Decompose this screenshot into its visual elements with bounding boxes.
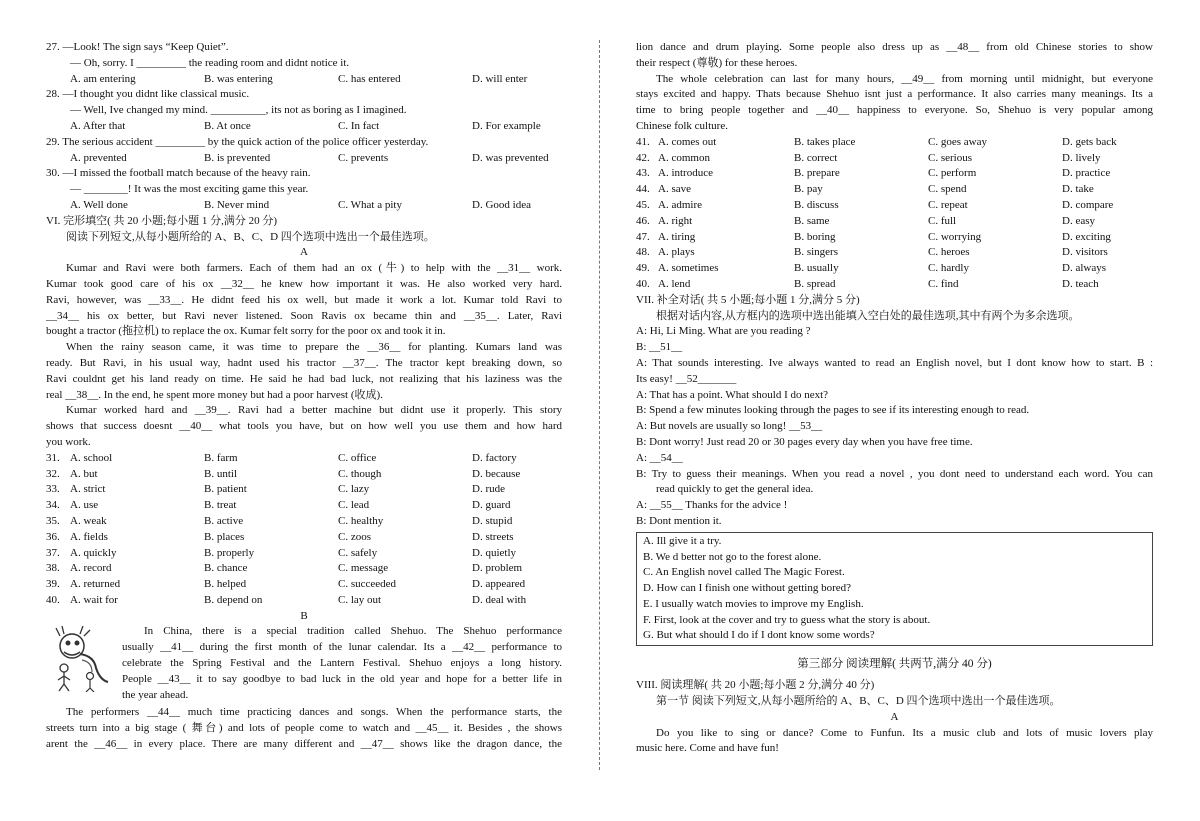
option: D. deal with — [472, 593, 527, 606]
passage-line: People __43__ it to say goodbye to bad luck in the old year and hope for a better life in — [122, 672, 562, 685]
option: C. spend — [928, 183, 967, 196]
passage-line: celebrate the Spring Festival and the Lantern Festival. Shehuo enjoys a long history. — [122, 657, 562, 670]
options-row — [46, 72, 562, 88]
passage-line: their respect (尊敬) for these heroes. — [636, 56, 798, 69]
options-row — [46, 561, 562, 577]
passage-line: Do you like to sing or dance? Come to Funfun. Its a music club and lots of music lovers play — [656, 726, 1153, 739]
option: C. prevents — [338, 151, 389, 164]
dialogue-line: B: __51__ — [636, 341, 683, 354]
question-30 — [46, 166, 562, 213]
option: A. use — [70, 499, 99, 512]
option: D. stupid — [472, 514, 513, 527]
option: A. strict — [70, 483, 106, 496]
option: D. gets back — [1062, 135, 1117, 148]
option: A. school — [70, 451, 113, 464]
option: C. lead — [338, 499, 370, 512]
question-28 — [46, 87, 562, 134]
option: C. find — [928, 277, 959, 290]
dialogue-line: B: Dont mention it. — [636, 514, 722, 527]
passage-line: usually __41__ during the first month of the lunar calendar. Its a __42__ performance to — [122, 641, 562, 654]
passage-line: Ravi, however, was __33__. He didnt feed his ox well, but made it work a lot. Kumar told Ravi to — [46, 293, 562, 306]
passage-line: shows that success doesnt __40__ what tools you have, but on how well you use them and how hard — [46, 420, 562, 433]
passage-line: The whole celebration can last for many hours, __49__ from morning until midnight, but everyone — [656, 72, 1153, 85]
option: C. In fact — [338, 119, 380, 132]
options-row — [636, 230, 1153, 246]
options-row — [46, 530, 562, 546]
option: A. right — [658, 214, 693, 227]
cloze-a-options — [46, 451, 562, 609]
option: B. pay — [794, 183, 823, 196]
passage-line: lion dance and drum playing. Some people also dress up as __48__ from old Chinese stories to show — [636, 41, 1153, 53]
option: B. active — [204, 514, 244, 527]
right-column — [636, 40, 1153, 757]
passage-line: music here. Come and have fun! — [636, 742, 779, 755]
question-number: 44. — [636, 183, 650, 196]
option: D. lively — [1062, 151, 1101, 164]
option: A. record — [70, 562, 112, 575]
question-number: 33. — [46, 483, 60, 496]
options-row — [636, 182, 1153, 198]
question-text: 28. —I thought you didnt like classical music. — [46, 88, 250, 101]
option: C. succeeded — [338, 578, 397, 591]
option: A. weak — [70, 514, 107, 527]
passage-line: streets turn into a big stage ( 舞台) and lots of people come to watch and __45__ it. Besides , the shows — [46, 722, 562, 735]
passage-line: The performers __44__ much time practicing dances and songs. When the performance starts, the — [66, 706, 562, 719]
option: B. At once — [204, 119, 251, 132]
question-text: 27. —Look! The sign says “Keep Quiet”. — [46, 41, 229, 53]
option: A. save — [658, 183, 691, 196]
options-row — [636, 245, 1153, 261]
section-title: VII. 补全对话( 共 5 小题;每小题 1 分,满分 5 分) — [636, 293, 860, 306]
question-number: 48. — [636, 246, 650, 259]
dialogue-line: A: That sounds interesting. Ive always wanted to read an English novel, but I dont know how to start. B : — [636, 356, 1153, 369]
option: C. has entered — [338, 72, 401, 85]
dialogue-line: A: But novels are usually so long! __53__ — [636, 420, 823, 433]
dialogue-line: A: __55__ Thanks for the advice ! — [636, 499, 788, 512]
question-number: 47. — [636, 230, 650, 243]
options-row — [636, 261, 1153, 277]
dialogue-line: B: Try to guess their meanings. When you read a novel , you dont need to understand each word. You can — [636, 467, 1153, 480]
option: D. visitors — [1062, 246, 1108, 259]
passage-line: time to bring people together and __40__ happiness to everyone. So, Shehuo is very popular among — [636, 104, 1153, 117]
answer-options-box — [636, 532, 1153, 647]
option: B. takes place — [794, 135, 856, 148]
option: C. serious — [928, 151, 972, 164]
option: D. teach — [1062, 277, 1099, 290]
option: A. tiring — [658, 230, 696, 243]
option: A. plays — [658, 246, 695, 259]
option: C. zoos — [338, 530, 371, 543]
option: A. sometimes — [658, 262, 719, 275]
options-row — [46, 151, 562, 167]
option: A. admire — [658, 198, 702, 211]
passage-line: __34__ his ox better, but Ravi never listened. Soon Ravis ox became thin and __35__. Later, Ravi — [46, 309, 562, 322]
options-row — [46, 119, 562, 135]
option: A. After that — [70, 119, 126, 132]
passage-line: Ravi couldnt get his land ready on time. He said he had bad luck, not realizing that his laziness was the — [46, 372, 562, 385]
option: B. properly — [204, 546, 255, 559]
options-row — [636, 214, 1153, 230]
question-number: 35. — [46, 514, 60, 527]
question-number: 40. — [46, 593, 60, 606]
box-option: B. We d better not go to the forest alone. — [643, 550, 822, 563]
passage-label: A — [890, 710, 899, 723]
option: D. guard — [472, 499, 511, 512]
option: B. usually — [794, 262, 839, 275]
options-row — [46, 593, 562, 609]
options-row — [636, 135, 1153, 151]
section-instruction: 根据对话内容,从方框内的选项中选出能填入空白处的最佳选项,其中有两个为多余选项。 — [656, 309, 1080, 322]
option: D. will enter — [472, 72, 528, 85]
dragon-dance-illustration — [50, 626, 114, 692]
passage-label: A — [300, 246, 308, 259]
option: D. easy — [1062, 214, 1095, 227]
option: D. exciting — [1062, 230, 1111, 243]
option: C. full — [928, 214, 957, 227]
question-text: — Well, Ive changed my mind. __________, its not as boring as I imagined. — [70, 104, 407, 117]
question-number: 34. — [46, 499, 60, 512]
option: A. returned — [70, 578, 121, 591]
option: A. common — [658, 151, 710, 164]
passage-line: Chinese folk culture. — [636, 119, 728, 132]
options-row — [636, 151, 1153, 167]
dialogue-line: B: Spend a few minutes looking through the pages to see if its interesting enough to read. — [636, 404, 1030, 417]
question-number: 40. — [636, 277, 650, 290]
option: D. was prevented — [472, 151, 549, 164]
option: B. until — [204, 467, 238, 480]
question-number: 37. — [46, 546, 60, 559]
option: B. Never mind — [204, 198, 270, 211]
box-option: G. But what should I do if I dont know some words? — [643, 629, 875, 642]
option: A. am entering — [70, 72, 136, 85]
option: C. goes away — [928, 135, 987, 148]
passage-line: ready. But Ravi, in his usual way, hadnt used his tractor __37__. The tractor kept breaking down, so — [46, 356, 562, 369]
question-number: 32. — [46, 467, 60, 480]
option: A. prevented — [70, 151, 127, 164]
box-option: A. Ill give it a try. — [643, 534, 722, 547]
passage-line: real __38__. In the end, he spent more money but had a poor harvest (收成). — [46, 388, 383, 401]
question-number: 45. — [636, 198, 650, 211]
option: D. practice — [1062, 167, 1111, 180]
left-column — [46, 40, 562, 753]
options-row — [46, 467, 562, 483]
options-row — [46, 451, 562, 467]
option: D. compare — [1062, 198, 1114, 211]
passage-line: Kumar worked hard and __39__. Ravi had a better machine but didnt use it properly. This story — [66, 404, 562, 417]
option: B. singers — [794, 246, 838, 259]
passage-line: When the rainy season came, it was time to prepare the __36__ for planting. Kumars land was — [66, 341, 562, 354]
passage-line: you work. — [46, 435, 91, 448]
section-title: VIII. 阅读理解( 共 20 小题;每小题 2 分,满分 40 分) — [636, 679, 875, 692]
option: B. farm — [204, 451, 238, 464]
question-number: 42. — [636, 151, 650, 164]
question-text: 30. —I missed the football match because of the heavy rain. — [46, 167, 311, 180]
option: D. Good idea — [472, 198, 531, 211]
option: D. quietly — [472, 546, 516, 559]
column-divider — [599, 40, 600, 770]
option: D. streets — [472, 530, 514, 543]
passage-a — [46, 261, 562, 451]
option: C. worrying — [928, 230, 982, 243]
option: C. message — [338, 562, 389, 575]
options-row — [46, 546, 562, 562]
box-option: F. First, look at the cover and try to guess what the story is about. — [643, 613, 931, 626]
box-option: C. An English novel called The Magic Forest. — [643, 566, 845, 579]
option: C. lay out — [338, 593, 382, 606]
option: C. hardly — [928, 262, 969, 275]
question-text: 29. The serious accident _________ by the quick action of the police officer yesterday. — [46, 135, 429, 148]
option: C. safely — [338, 546, 378, 559]
question-number: 41. — [636, 135, 650, 148]
option: C. lazy — [338, 483, 370, 496]
options-row — [636, 166, 1153, 182]
options-row — [46, 514, 562, 530]
passage-label: B — [300, 609, 308, 622]
option: D. factory — [472, 451, 517, 464]
option: A. but — [70, 467, 98, 480]
option: C. healthy — [338, 514, 384, 527]
option: A. fields — [70, 530, 108, 543]
option: C. heroes — [928, 246, 970, 259]
question-number: 31. — [46, 451, 60, 464]
passage-line: stays excited and happy. Thats because Shehuo isnt just a performance. It also carries many meanings. Its a — [636, 88, 1153, 101]
option: A. Well done — [70, 198, 128, 211]
dialogue-line: Its easy! __52_______ — [636, 372, 737, 385]
options-row — [46, 577, 562, 593]
options-row — [636, 198, 1153, 214]
option: B. depend on — [204, 593, 263, 606]
section-title: VI. 完形填空( 共 20 小题;每小题 1 分,满分 20 分) — [46, 214, 277, 227]
question-number: 49. — [636, 262, 650, 275]
option: B. was entering — [204, 72, 273, 85]
part-title: 第三部分 阅读理解( 共两节,满分 40 分) — [797, 658, 992, 671]
passage-line: the year ahead. — [122, 688, 189, 701]
option: A. wait for — [70, 593, 118, 606]
passage-line: bought a tractor (拖拉机) to replace the ox. Kumar felt sorry for the poor ox and took it in. — [46, 325, 446, 338]
option: D. appeared — [472, 578, 526, 591]
option: B. spread — [794, 277, 836, 290]
option: A. quickly — [70, 546, 117, 559]
option: B. chance — [204, 562, 248, 575]
options-row — [46, 482, 562, 498]
passage-line: In China, there is a special tradition called Shehuo. The Shehuo performance — [144, 625, 562, 638]
dialogue-line: A: __54__ — [636, 451, 683, 464]
option: D. take — [1062, 183, 1094, 196]
dialogue-line: read quickly to get the general idea. — [656, 483, 814, 496]
option: B. discuss — [794, 198, 839, 211]
passage-b — [46, 624, 562, 703]
dialogue-line: B: Dont worry! Just read 20 or 30 pages every day when you have free time. — [636, 435, 973, 448]
option: D. problem — [472, 562, 523, 575]
question-number: 39. — [46, 578, 60, 591]
section-instruction: 阅读下列短文,从每小题所给的 A、B、C、D 四个选项中选出一个最佳选项。 — [66, 230, 435, 243]
dialogue — [636, 324, 1153, 529]
option: B. same — [794, 214, 830, 227]
option: C. though — [338, 467, 382, 480]
question-number: 43. — [636, 167, 650, 180]
option: B. correct — [794, 151, 838, 164]
question-number: 36. — [46, 530, 60, 543]
option: C. office — [338, 451, 377, 464]
option: B. treat — [204, 499, 237, 512]
options-row — [636, 277, 1153, 293]
option: C. repeat — [928, 198, 968, 211]
option: C. perform — [928, 167, 977, 180]
option: B. patient — [204, 483, 247, 496]
passage-line: arent the __46__ in every place. There are many different and __47__ shows like the dragon dance, the — [46, 738, 562, 751]
option: C. What a pity — [338, 198, 402, 211]
option: B. is prevented — [204, 151, 271, 164]
options-row — [46, 498, 562, 514]
option: B. places — [204, 530, 245, 543]
passage-line: Kumar and Ravi were both farmers. Each of them had an ox (牛) to help with the __31__ work. — [66, 262, 562, 275]
option: A. introduce — [658, 167, 713, 180]
option: D. rude — [472, 483, 505, 496]
option: D. because — [472, 467, 521, 480]
option: B. boring — [794, 230, 836, 243]
option: D. always — [1062, 262, 1106, 275]
question-text: — ________! It was the most exciting game this year. — [70, 183, 309, 196]
question-number: 46. — [636, 214, 650, 227]
dialogue-line: A: That has a point. What should I do next? — [636, 388, 829, 401]
question-number: 38. — [46, 562, 60, 575]
option: A. comes out — [658, 135, 717, 148]
option: A. lend — [658, 277, 691, 290]
option: B. prepare — [794, 167, 840, 180]
question-29 — [46, 135, 562, 167]
question-text: — Oh, sorry. I _________ the reading room and didnt notice it. — [70, 56, 350, 69]
box-option: D. How can I finish one without getting bored? — [643, 582, 852, 595]
box-option: E. I usually watch movies to improve my English. — [643, 597, 864, 610]
dialogue-line: A: Hi, Li Ming. What are you reading ? — [636, 325, 811, 338]
options-row — [46, 198, 562, 214]
option: D. For example — [472, 119, 541, 132]
section-instruction: 第一节 阅读下列短文,从每小题所给的 A、B、C、D 四个选项中选出一个最佳选项。 — [656, 695, 1061, 708]
option: B. helped — [204, 578, 247, 591]
question-27 — [46, 40, 562, 87]
cloze-b-options — [636, 135, 1153, 293]
passage-line: Kumar took good care of his ox __32__ he knew how important it was. He also worked very hard. — [46, 277, 562, 290]
